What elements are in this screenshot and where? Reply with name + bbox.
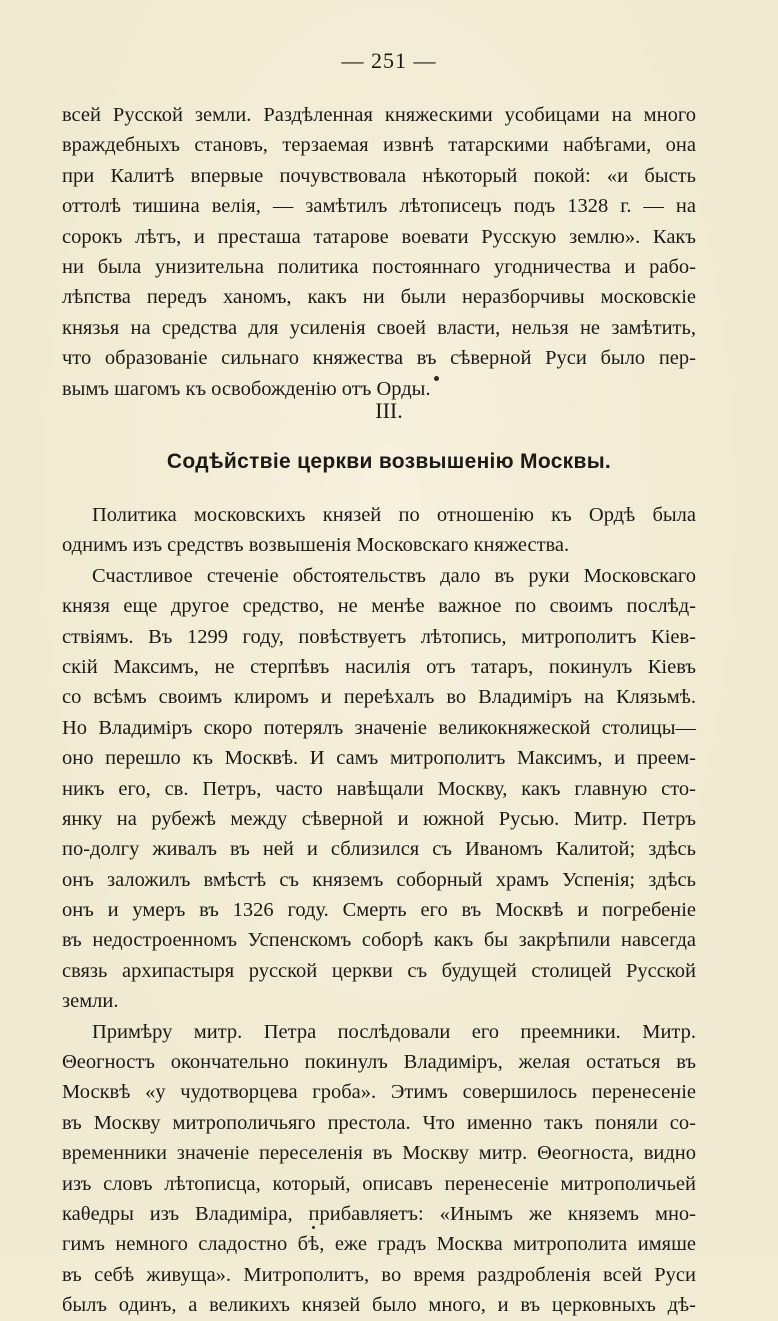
print-speck (434, 376, 439, 381)
intro-paragraph (62, 100, 696, 404)
print-speck-bottom (312, 1226, 315, 1229)
text-line: что образованіе сильнаго княжества въ сѣверной Руси было пер- (62, 347, 696, 370)
text-line: Θеогностъ окончательно покинулъ Владиміръ, желая остаться въ (62, 1051, 696, 1074)
text-line: при Калитѣ впервые почувствовала нѣкоторый покой: «и бысть (62, 164, 696, 187)
text-line: связь архипастыря русской церкви съ будущей столицей Русской (62, 959, 696, 982)
text-line: былъ одинъ, а великихъ князей было много, и въ церковныхъ дѣ- (62, 1294, 696, 1317)
section-body (62, 500, 696, 1321)
text-line: ствіямъ. Въ 1299 году, повѣствуетъ лѣтопись, митрополитъ Кіев- (62, 625, 696, 648)
page-number: — 251 — (341, 48, 437, 73)
text-line: никъ его, св. Петръ, часто навѣщали Москву, какъ главную сто- (62, 777, 696, 800)
text-line: каθедры изъ Владиміра, прибавляетъ: «Инымъ же княземъ мно- (62, 1202, 696, 1225)
text-line: въ себѣ живуща». Митрополитъ, во время раздробленія всей Руси (62, 1263, 696, 1286)
section-title: Содѣйствіе церкви возвышенію Москвы. (166, 450, 612, 473)
text-line: Но Владиміръ скоро потерялъ значеніе великокняжеской столицы— (62, 716, 696, 739)
text-line: Счастливое стеченіе обстоятельствъ дало въ руки Московскаго (92, 564, 696, 587)
text-line: по-долгу живалъ въ ней и сблизился съ Иваномъ Калитой; здѣсь (62, 838, 696, 861)
text-line: Примѣру митр. Петра послѣдовали его преемники. Митр. (92, 1020, 696, 1043)
text-line: оттолѣ тишина велія, — замѣтилъ лѣтописецъ подъ 1328 г. — на (62, 195, 696, 218)
text-line: вымъ шагомъ къ освобожденію отъ Орды. (62, 377, 431, 400)
text-line: скій Максимъ, не стерпѣвъ насилія отъ татаръ, покинулъ Кіевъ (62, 655, 696, 678)
text-line: въ Москву митрополичьяго престола. Что именно такъ поняли со- (62, 1111, 696, 1134)
section-number: III. (375, 398, 403, 423)
text-line: гимъ немного сладостно бѣ, еже градъ Москва митрополита имяше (62, 1233, 696, 1256)
text-line: со всѣмъ своимъ клиромъ и переѣхалъ во Владиміръ на Клязьмѣ. (62, 686, 696, 709)
text-line: враждебныхъ становъ, терзаемая извнѣ татарскими набѣгами, она (62, 134, 696, 157)
text-line: оно перешло къ Москвѣ. И самъ митрополитъ Максимъ, и преем- (62, 747, 696, 770)
text-line: земли. (62, 990, 119, 1013)
text-line: онъ и умеръ въ 1326 году. Смерть его въ Москвѣ и погребеніе (62, 899, 696, 922)
text-line: сорокъ лѣтъ, и престаша татарове воевати Русскую землю». Какъ (62, 225, 696, 248)
text-line: въ недостроенномъ Успенскомъ соборѣ какъ бы закрѣпили навсегда (62, 929, 696, 952)
text-line: временники значеніе переселенія въ Москву митр. Θеогноста, видно (62, 1142, 696, 1165)
text-line: князья на средства для усиленія своей власти, нельзя не замѣтить, (62, 316, 696, 339)
text-line: однимъ изъ средствъ возвышенія Московскаго княжества. (62, 534, 570, 557)
text-line: всей Русской земли. Раздѣленная княжескими усобицами на много (62, 104, 696, 126)
text-line: онъ заложилъ вмѣстѣ съ княземъ соборный храмъ Успенія; здѣсь (62, 868, 696, 891)
text-line: лѣпства передъ ханомъ, какъ ни были неразборчивы московскіе (62, 286, 696, 309)
text-line: ни была унизительна политика постояннаго угодничества и рабо- (62, 255, 696, 278)
text-line: князя еще другое средство, не менѣе важное по своимъ послѣд- (62, 595, 696, 618)
text-line: янку на рубежѣ между сѣверной и южной Русью. Митр. Петръ (62, 807, 696, 830)
text-line: Москвѣ «у чудотворцева гроба». Этимъ совершилось перенесеніе (62, 1081, 696, 1104)
text-line: Политика московскихъ князей по отношенію къ Ордѣ была (92, 504, 696, 526)
text-line: изъ словъ лѣтописца, который, описавъ перенесеніе митрополичьей (62, 1172, 696, 1195)
